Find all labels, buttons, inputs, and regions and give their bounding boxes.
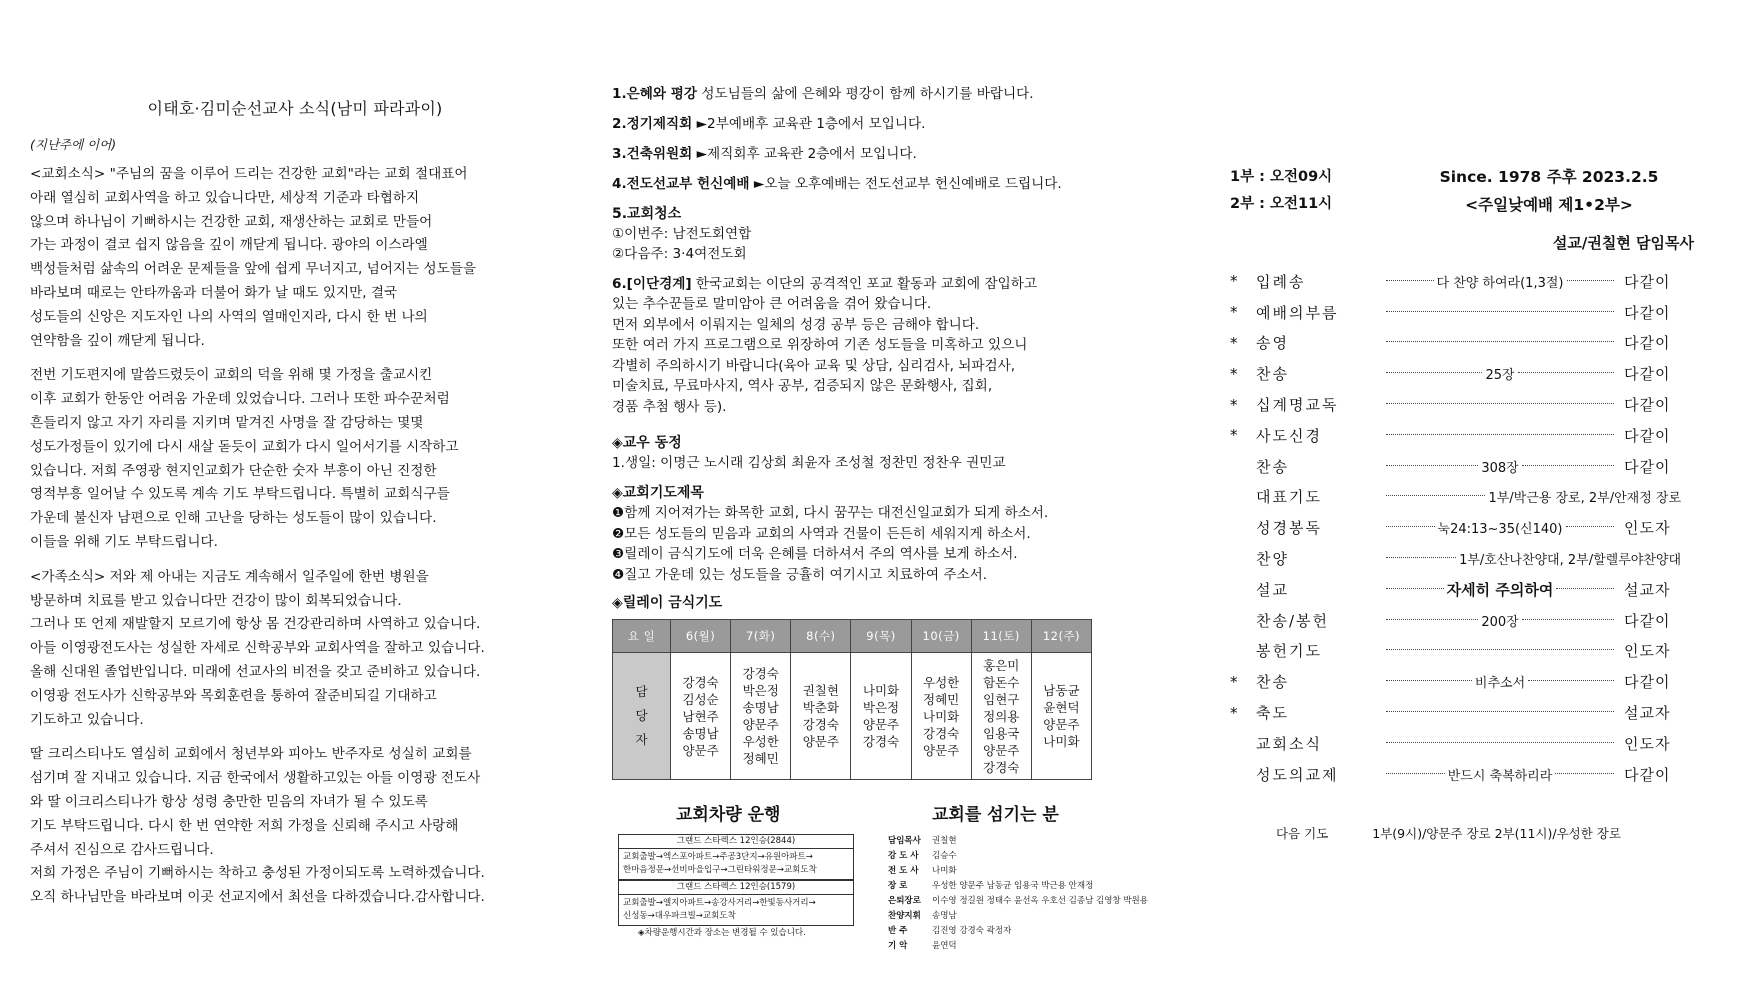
server-role: 은퇴장로 (888, 896, 921, 906)
servers-list (888, 834, 1148, 954)
missionary-title: 이태호·김미순선교사 소식(남미 파라과이) (147, 99, 443, 118)
announcement-text: 성도님들의 삶에 은혜와 평강이 함께 하시기를 바랍니다. (697, 86, 1034, 102)
order-row (1230, 389, 1694, 420)
dot-fill (1386, 434, 1614, 435)
order-leader: 다같이 (1624, 303, 1671, 322)
relay-row-head-char: 자 (635, 732, 648, 747)
order-item: 찬송/봉헌 (1256, 611, 1330, 630)
server-row (888, 834, 1148, 849)
paragraph-line: 이후 교회가 한동안 어려움 가운데 있었습니다. 그러나 또한 파수꾼처럼 (30, 391, 450, 408)
order-detail: 25장 (1485, 368, 1515, 384)
relay-row-head (613, 653, 671, 780)
order-leader: 다같이 (1624, 457, 1671, 476)
order-row (1230, 482, 1694, 513)
paragraph-line: 가는 과정이 결코 쉽지 않음을 깊이 깨닫게 됩니다. 광야의 이스라엘 (30, 237, 428, 254)
heresy-line: 있는 추수꾼들로 말미암아 큰 어려움을 겪어 왔습니다. (612, 296, 932, 312)
dot-leader (1386, 518, 1614, 537)
heresy-label: 6.[이단경계] (612, 276, 692, 292)
server-row (888, 894, 1148, 909)
paragraph-line: 전번 기도편지에 말씀드렸듯이 교회의 덕을 위해 몇 가정을 출교시킨 (30, 367, 433, 384)
dot-leader (1386, 672, 1614, 691)
relay-name: 양문주 (923, 742, 960, 758)
dot-leader (1386, 434, 1614, 437)
server-row (888, 849, 1148, 864)
paragraph-line: 이영광 전도사가 신학공부와 목회훈련을 통하여 잘준비되길 기대하고 (30, 687, 437, 704)
paragraph-line: 아들 이영광전도사는 성실한 자세로 신학공부와 교회사역을 잘하고 있습니다. (30, 640, 485, 657)
missionary-news (30, 96, 550, 921)
relay-name: 양문주 (802, 734, 839, 749)
announcement-text: ►오늘 오후예배는 전도선교부 헌신예배로 드립니다. (749, 176, 1062, 192)
order-item: 성경봉독 (1256, 519, 1322, 538)
dot-leader (1386, 364, 1614, 383)
paragraph-line: 이들을 위해 기도 부탁드립니다. (30, 533, 218, 550)
paragraph (30, 163, 550, 353)
order-item: 대표기도 (1256, 488, 1322, 507)
relay-name: 우성한 (923, 674, 960, 690)
paragraph-line: 방문하며 치료를 받고 있습니다만 건강이 많이 회복되었습니다. (30, 592, 402, 609)
dot-leader (1386, 611, 1614, 630)
cleaning-line: ②다음주: 3·4여전도회 (612, 246, 747, 262)
relay-header-cell: 9(목) (851, 620, 911, 653)
paragraph-line: 성도들의 신앙은 지도자인 나의 사역의 열매인지라, 다시 한 번 나의 (30, 308, 428, 325)
order-leader: 인도자 (1624, 519, 1671, 538)
order-item: 설교 (1256, 580, 1289, 599)
order-row (1230, 328, 1694, 359)
since-date: Since. 1978 주후 2023.2.5 (1439, 168, 1659, 186)
paragraph-line: 백성들처럼 삶속의 어려운 문제들을 앞에 쉽게 무너지고, 넘어지는 성도들을 (30, 261, 476, 278)
dot-fill (1386, 557, 1456, 558)
prayer-topics (612, 483, 1147, 585)
cleaning-line: ①이번주: 남전도회연합 (612, 226, 752, 242)
dot-leader (1386, 742, 1614, 745)
order-item: 입례송 (1256, 272, 1306, 291)
order-row (1230, 358, 1694, 389)
relay-row-head-char: 담 (635, 684, 648, 699)
server-names: 우성한 양문주 남동균 임용국 박근용 안재정 (932, 881, 1094, 891)
relay-name: 강경숙 (983, 759, 1020, 775)
relay-cell (791, 653, 851, 780)
relay-cell (671, 653, 731, 780)
relay-name: 박은정 (862, 700, 900, 715)
missionary-paragraphs (30, 163, 550, 910)
server-names: 윤연덕 (932, 941, 957, 951)
order-leader: 다같이 (1624, 334, 1671, 353)
server-names: 나미화 (932, 866, 957, 876)
announcement-text: ►2부예배후 교육관 1층에서 모입니다. (692, 116, 926, 132)
server-role: 장 로 (888, 881, 908, 891)
paragraph-line: 연약함을 깊이 깨닫게 됩니다. (30, 332, 205, 349)
announcement-label: 2.정기제직회 (612, 116, 693, 132)
standing-mark: * (1230, 703, 1238, 722)
announcements (612, 84, 1147, 970)
relay-name: 정혜민 (923, 691, 960, 707)
cleaning-label: 5.교회청소 (612, 206, 682, 222)
order-leader: 다같이 (1624, 396, 1671, 415)
relay-title: ◈릴레이 금식기도 (612, 595, 723, 611)
next-prayer-label: 다음 기도 (1276, 826, 1329, 841)
relay-header-cell: 요 일 (613, 620, 671, 653)
heresy-line: 미술치료, 무료마사지, 역사 공부, 검증되지 않은 문화행사, 집회, (612, 378, 993, 394)
dot-fill (1386, 311, 1614, 312)
dot-leader (1386, 341, 1614, 344)
order-item: 교회소식 (1256, 734, 1322, 753)
dot-leader (1386, 403, 1614, 406)
order-detail: 비추소서 (1474, 676, 1526, 692)
heresy-line: 경품 추첨 행사 등). (612, 398, 727, 415)
paragraph-line: 저희 가정은 주님이 기뻐하시는 착하고 충성된 가정이되도록 노력하겠습니다. (30, 865, 485, 882)
order-row (1230, 574, 1694, 605)
relay-name: 함돈수 (983, 674, 1020, 690)
car-note: ◈차량운행시간과 장소는 변경될 수 있습니다. (638, 928, 806, 938)
server-role: 담임목사 (888, 836, 921, 846)
relay-name: 박은정 (742, 683, 779, 698)
next-prayer-value: 1부(9시)/양문주 장로 2부(11시)/우성한 장로 (1372, 826, 1621, 841)
relay-name: 윤현덕 (1043, 700, 1080, 715)
prayer-topic: ❷모든 성도들의 믿음과 교회의 사역과 건물이 든든히 세워지게 하소서. (612, 525, 1031, 542)
order-item: 송영 (1256, 334, 1289, 353)
paragraph-line: 딸 크리스티나도 열심히 교회에서 청년부와 피아노 반주자로 성실히 교회를 (30, 746, 472, 763)
relay-name: 임용국 (983, 725, 1020, 741)
dot-fill (1555, 773, 1614, 774)
dot-fill (1386, 372, 1482, 373)
relay-name: 송명남 (742, 700, 779, 715)
paragraph-line: <교회소식> "주님의 꿈을 이루어 드리는 건강한 교회"라는 교회 절대표어 (30, 166, 468, 182)
order-detail: 308장 (1481, 460, 1519, 476)
announcement-list (612, 84, 1147, 194)
order-row (1230, 697, 1694, 728)
car-title: 교회차량 운행 (676, 805, 781, 825)
paragraph (30, 566, 550, 733)
order-item: 찬송 (1256, 673, 1289, 692)
dot-fill (1528, 680, 1614, 681)
prayer-topic: ❹질고 가운데 있는 성도들을 긍휼히 여기시고 치료하여 주소서. (612, 566, 988, 583)
order-item: 사도신경 (1256, 426, 1322, 445)
dot-fill (1386, 403, 1614, 404)
relay-cell (1031, 653, 1091, 780)
order-leader: 다같이 (1624, 765, 1671, 784)
relay-name: 강경숙 (862, 734, 900, 749)
server-role: 전 도 사 (888, 866, 919, 876)
bus-1-box (618, 834, 854, 880)
order-leader: 인도자 (1624, 642, 1671, 661)
cleaning-section (612, 204, 1147, 264)
dot-fill (1556, 588, 1614, 589)
relay-name: 김성순 (682, 691, 719, 707)
relay-name: 정혜민 (742, 751, 779, 766)
order-item: 예배의부름 (1256, 303, 1339, 322)
server-names: 김승수 (932, 851, 957, 861)
order-row (1230, 666, 1694, 697)
prayer-topic: ❶함께 지어져가는 화목한 교회, 다시 꿈꾸는 대전신일교회가 되게 하소서. (612, 505, 1049, 521)
order-leader: 설교자 (1624, 704, 1671, 723)
dot-fill (1386, 773, 1445, 774)
order-row (1230, 451, 1694, 482)
dot-fill (1386, 280, 1434, 281)
relay-name: 임현구 (983, 691, 1020, 707)
service-times (1230, 164, 1332, 218)
continued-note: (지난주에 이어) (30, 137, 117, 152)
paragraph-line: 가운데 불신자 남편으로 인해 고난을 당하는 성도들이 많이 있습니다. (30, 510, 437, 527)
paragraph-line: 와 딸 이크리스티나가 항상 성령 충만한 믿음의 자녀가 될 수 있도록 (30, 793, 428, 810)
server-row (888, 909, 1148, 924)
dot-leader (1386, 579, 1614, 600)
service-time: 2부 : 오전11시 (1230, 196, 1333, 212)
order-item: 봉헌기도 (1256, 642, 1322, 661)
dot-fill (1386, 649, 1614, 650)
relay-name: 송명남 (682, 725, 719, 741)
order-item: 성도의교제 (1256, 765, 1339, 784)
paragraph-line: 아래 열심히 교회사역을 하고 있습니다만, 세상적 기준과 타협하지 (30, 189, 420, 206)
order-item: 찬양 (1256, 550, 1289, 569)
server-names: 송명남 (932, 911, 957, 921)
dot-fill (1566, 526, 1615, 527)
dot-fill (1567, 280, 1615, 281)
bus-1-route: 교회출발→엑스포아파트→주공3단지→유원아파트→ (623, 852, 813, 862)
relay-name: 나미화 (923, 708, 960, 724)
paragraph (30, 743, 550, 910)
order-leader: 다같이 (1624, 611, 1671, 630)
servers-title: 교회를 섬기는 분 (932, 805, 1059, 825)
order-row (1230, 543, 1694, 574)
relay-header-cell: 10(금) (911, 620, 971, 653)
announcement-label: 3.건축위원회 (612, 146, 693, 162)
paragraph (30, 364, 550, 554)
members-birthday: 1.생일: 이명근 노시래 김상희 최윤자 조성철 정찬민 정찬우 권민교 (612, 455, 1006, 471)
server-names: 이수영 정길원 정태수 윤선옥 우호선 김종남 김영창 박원용 (932, 896, 1148, 906)
server-row (888, 864, 1148, 879)
paragraph-line: 섬기며 잘 지내고 있습니다. 지금 한국에서 생활하고있는 아들 이영광 전도사 (30, 770, 481, 787)
preacher: 설교/권칠현 담임목사 (1552, 234, 1694, 252)
relay-header-cell: 6(월) (671, 620, 731, 653)
bottom-info (612, 800, 1147, 970)
standing-mark: * (1230, 395, 1238, 414)
relay-name: 양문주 (682, 742, 719, 758)
relay-name: 나미화 (862, 683, 900, 698)
relay-name: 강경숙 (742, 666, 779, 681)
relay-header-cell: 12(주) (1031, 620, 1091, 653)
heresy-line: 또한 여러 가지 프로그램으로 위장하여 기존 성도들을 미혹하고 있으니 (612, 337, 1028, 353)
relay-cell (851, 653, 911, 780)
order-detail: 다 찬양 하여라(1,3절) (1436, 275, 1564, 291)
bus-2-route: 신성동→대우파크빌→교회도착 (623, 911, 736, 921)
paragraph-line: 성도가정들이 있기에 다시 새살 돋듯이 교회가 다시 일어서기를 시작하고 (30, 438, 459, 455)
paragraph-line: 올해 신대원 졸업반입니다. 미래에 선교사의 비전을 갖고 준비하고 있습니다. (30, 663, 481, 680)
relay-cell (971, 653, 1031, 780)
relay-name: 우성한 (742, 734, 779, 749)
order-leader: 다같이 (1624, 426, 1671, 445)
service-time: 1부 : 오전09시 (1230, 169, 1333, 185)
server-row (888, 924, 1148, 939)
dot-leader (1386, 311, 1614, 314)
announcement-item (612, 144, 1147, 164)
standing-mark: * (1230, 303, 1238, 322)
relay-fasting-table (612, 619, 1092, 780)
bus-1-route: 한마음정문→선비마을입구→그린타워정문→교회도착 (623, 865, 817, 875)
standing-mark: * (1230, 364, 1238, 383)
relay-name: 남현주 (682, 708, 719, 724)
server-role: 찬양지휘 (888, 911, 921, 921)
relay-name: 양문주 (1043, 717, 1080, 732)
paragraph-line: 기도 부탁드립니다. 다시 한 번 연약한 저희 가정을 신뢰해 주시고 사랑해 (30, 817, 459, 834)
server-names: 권칠현 (932, 836, 957, 846)
standing-mark: * (1230, 272, 1238, 291)
announcement-item (612, 174, 1147, 194)
dot-leader (1386, 487, 1684, 506)
paragraph-line: 그러나 또 언제 재발할지 모르기에 항상 몸 건강관리하며 사역하고 있습니다. (30, 616, 481, 633)
heresy-section (612, 274, 1147, 417)
order-row (1230, 728, 1694, 759)
order-row (1230, 297, 1694, 328)
server-role: 반 주 (888, 926, 908, 936)
paragraph-line: <가족소식> 저와 제 아내는 지금도 계속해서 일주일에 한번 병원을 (30, 568, 429, 585)
relay-row-head-char: 당 (635, 708, 648, 723)
relay-name: 남동균 (1043, 683, 1080, 698)
relay-cell (731, 653, 791, 780)
standing-mark: * (1230, 672, 1238, 691)
order-row (1230, 636, 1694, 667)
server-row (888, 939, 1148, 954)
standing-mark: * (1230, 333, 1238, 352)
relay-name: 나미화 (1043, 734, 1080, 749)
order-leader: 다같이 (1624, 272, 1671, 291)
dot-fill (1386, 341, 1614, 342)
bus-2-box (618, 880, 854, 926)
next-prayer (1276, 824, 1621, 842)
server-role: 강 도 사 (888, 851, 919, 861)
dot-leader (1386, 272, 1614, 291)
dot-fill (1522, 619, 1614, 620)
bus-1-head: 그랜드 스타렉스 12인승(2844) (619, 835, 853, 849)
server-role: 기 악 (888, 941, 908, 951)
dot-fill (1522, 465, 1614, 466)
paragraph-line: 주셔서 진심으로 감사드립니다. (30, 841, 214, 858)
order-item: 십계명교독 (1256, 396, 1339, 415)
dot-leader (1386, 549, 1684, 568)
announcement-item (612, 84, 1147, 104)
dot-fill (1386, 465, 1478, 466)
announcement-label: 1.은혜와 평강 (612, 86, 698, 102)
dot-leader (1386, 457, 1614, 476)
order-detail: 눅24:13~35(신140) (1437, 522, 1563, 538)
order-leader: 설교자 (1624, 580, 1671, 599)
dot-fill (1386, 711, 1614, 712)
order-leader: 다같이 (1624, 673, 1671, 692)
heresy-line: 각별히 주의하시기 바랍니다(육아 교육 및 상담, 심리검사, 뇌파검사, (612, 357, 1016, 374)
members-title: ◈교우 동정 (612, 435, 682, 451)
order-detail: 1부/박근용 장로, 2부/안재정 장로 (1488, 491, 1681, 507)
standing-mark: * (1230, 426, 1238, 445)
dot-fill (1386, 588, 1444, 589)
relay-name: 양문주 (862, 717, 900, 732)
relay-name: 양문주 (742, 717, 779, 732)
dot-fill (1386, 619, 1478, 620)
order-row (1230, 605, 1694, 636)
server-row (888, 879, 1148, 894)
dot-leader (1386, 765, 1614, 784)
paragraph-line: 영적부흥 일어날 수 있도록 계속 기도 부탁드립니다. 특별히 교회식구들 (30, 486, 450, 503)
order-detail: 자세히 주의하여 (1446, 580, 1554, 599)
service-name: <주일낮예배 제1•2부> (1465, 196, 1633, 214)
dot-fill (1386, 680, 1472, 681)
order-list (1230, 266, 1694, 790)
announcement-label: 4.전도선교부 헌신예배 (612, 176, 750, 192)
relay-name: 강경숙 (923, 725, 960, 741)
paragraph-line: 있습니다. 저희 주영광 현지인교회가 단순한 숫자 부흥이 아닌 진정한 (30, 462, 437, 479)
relay-header-cell: 8(수) (791, 620, 851, 653)
order-detail: 1부/호산나찬양대, 2부/할렐루야찬양대 (1459, 553, 1681, 569)
announcement-item (612, 114, 1147, 134)
heresy-line: 먼저 외부에서 이뤄지는 일체의 성경 공부 등은 금해야 합니다. (612, 316, 980, 333)
prayer-topic: ❸릴레이 금식기도에 더욱 은혜를 더하셔서 주의 역사를 보게 하소서. (612, 546, 1018, 562)
members-section (612, 433, 1147, 473)
order-detail: 반드시 축복하리라 (1447, 768, 1553, 784)
relay-name: 박춘화 (802, 700, 839, 715)
relay-name: 강경숙 (802, 717, 839, 732)
paragraph-line: 않으며 하나님이 기뻐하시는 건강한 교회, 재생산하는 교회로 만들어 (30, 213, 433, 230)
dot-fill (1386, 495, 1485, 496)
relay-header-cell: 11(토) (971, 620, 1031, 653)
paragraph-line: 흔들리지 않고 자기 자리를 지키며 맡겨진 사명을 잘 감당하는 몇몇 (30, 414, 424, 431)
bus-2-route: 교회출발→엘지아파트→송강사거리→한빛동사거리→ (623, 898, 816, 908)
relay-name: 홍은미 (983, 657, 1020, 673)
paragraph-line: 오직 하나님만을 바라보며 이곳 선교지에서 최선을 다하겠습니다.감사합니다. (30, 889, 485, 906)
order-item: 찬송 (1256, 457, 1289, 476)
relay-name: 정의용 (983, 708, 1020, 724)
order-row (1230, 420, 1694, 451)
relay-name: 강경숙 (682, 674, 719, 690)
order-leader: 인도자 (1624, 734, 1671, 753)
dot-fill (1386, 742, 1614, 743)
order-row (1230, 266, 1694, 297)
relay-name: 권칠현 (802, 683, 839, 698)
paragraph-line: 기도하고 있습니다. (30, 711, 144, 728)
heresy-first-line: 한국교회는 이단의 공격적인 포교 활동과 교회에 잠입하고 (691, 276, 1037, 292)
prayer-topics-title: ◈교회기도제목 (612, 485, 704, 501)
dot-fill (1386, 526, 1435, 527)
relay-cell (911, 653, 971, 780)
relay-name: 양문주 (983, 742, 1020, 758)
relay-header-cell: 7(화) (731, 620, 791, 653)
dot-leader (1386, 649, 1614, 652)
order-detail: 200장 (1481, 614, 1519, 630)
dot-fill (1518, 372, 1614, 373)
announcement-text: ►제직회후 교육관 2층에서 모입니다. (692, 146, 917, 162)
order-item: 찬송 (1256, 365, 1289, 384)
paragraph-line: 바라보며 때로는 안타까움과 더불어 화가 날 때도 있지만, 결국 (30, 284, 398, 301)
bus-2-head: 그랜드 스타렉스 12인승(1579) (619, 881, 853, 895)
order-row (1230, 512, 1694, 543)
dot-leader (1386, 711, 1614, 714)
order-item: 축도 (1256, 704, 1289, 723)
server-names: 김진영 강경숙 곽정자 (932, 926, 1012, 936)
order-leader: 다같이 (1624, 365, 1671, 384)
order-row (1230, 759, 1694, 790)
